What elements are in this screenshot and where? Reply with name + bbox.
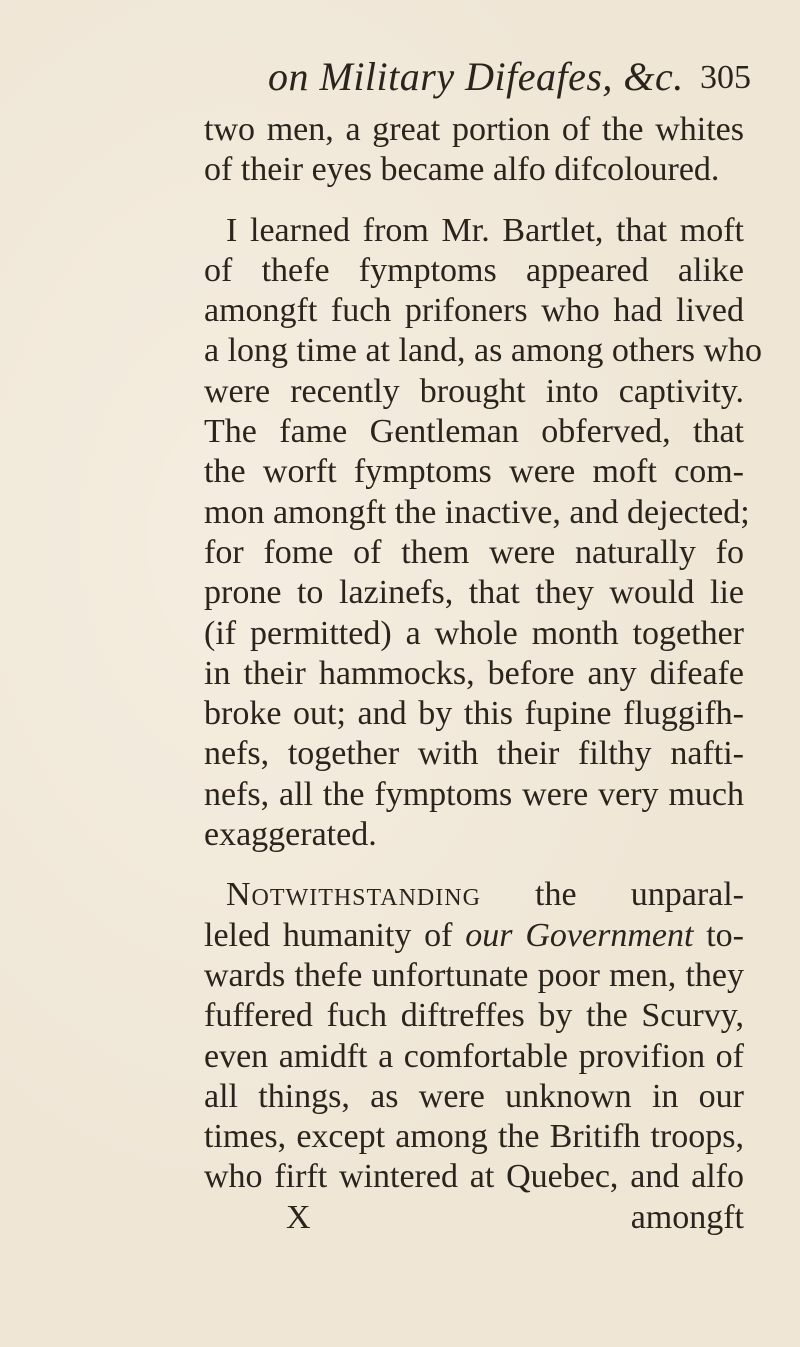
page-header: [0, 45, 800, 105]
text-span: leled humanity of: [204, 916, 466, 954]
text-line: wards thefe unfortunate poor men, they: [204, 956, 744, 994]
text-line: nefs, together with their filthy nafti-: [204, 735, 744, 773]
text-span: to-: [693, 916, 744, 954]
text-line: (if permitted) a whole month together: [204, 614, 744, 652]
body-text: [204, 110, 763, 1238]
page-footer: [204, 1198, 744, 1238]
small-caps-lead: Notwithstanding: [226, 876, 481, 914]
text-line: [204, 916, 744, 956]
catchword: amongft: [630, 1198, 744, 1236]
text-line: times, except among the Britifh troops,: [204, 1118, 744, 1156]
running-head: on Military Difeafes, &c.: [268, 54, 684, 99]
paragraph-3: [204, 875, 744, 1238]
page-number: 305: [700, 59, 751, 96]
text-line: prone to lazinefs, that they would lie: [204, 574, 744, 612]
paragraph-gap: [204, 191, 744, 211]
text-line: all things, as were unknown in our: [204, 1077, 744, 1115]
signature-mark: X: [286, 1198, 311, 1236]
text-line: I learned from Mr. Bartlet, that moft: [226, 211, 744, 249]
text-line: two men, a great portion of the whites: [204, 111, 744, 148]
text-line: nefs, all the fymptoms were very much: [204, 775, 744, 813]
text-line: mon amongft the inactive, and dejected;: [204, 493, 750, 531]
text-line: [204, 875, 744, 915]
text-line: for fome of them were naturally fo: [204, 533, 744, 571]
text-line: of thefe fymptoms appeared alike: [204, 251, 744, 289]
italic-span: our Government: [465, 916, 694, 954]
text-line: were recently brought into captivity.: [204, 372, 744, 410]
text-span: the unparal-: [480, 876, 744, 914]
text-line: fuffered fuch diftreffes by the Scurvy,: [204, 997, 744, 1035]
text-line: the worft fymptoms were moft com-: [204, 453, 744, 491]
text-line: even amidft a comfortable provifion of: [204, 1037, 744, 1075]
text-line: The fame Gentleman obferved, that: [204, 413, 744, 451]
paragraph-gap: [204, 855, 744, 875]
text-line: amongft fuch prifoners who had lived: [204, 292, 744, 330]
paragraph-1: [204, 110, 744, 191]
text-line: broke out; and by this fupine fluggifh-: [204, 695, 744, 733]
text-line: of their eyes became alfo difcoloured.: [204, 151, 720, 189]
text-line: exaggerated.: [204, 816, 377, 854]
paragraph-2: [204, 211, 763, 856]
text-line: a long time at land, as among others who: [204, 332, 763, 370]
text-line: who firft wintered at Quebec, and alfo: [204, 1158, 744, 1196]
text-line: in their hammocks, before any difeafe: [204, 654, 744, 692]
